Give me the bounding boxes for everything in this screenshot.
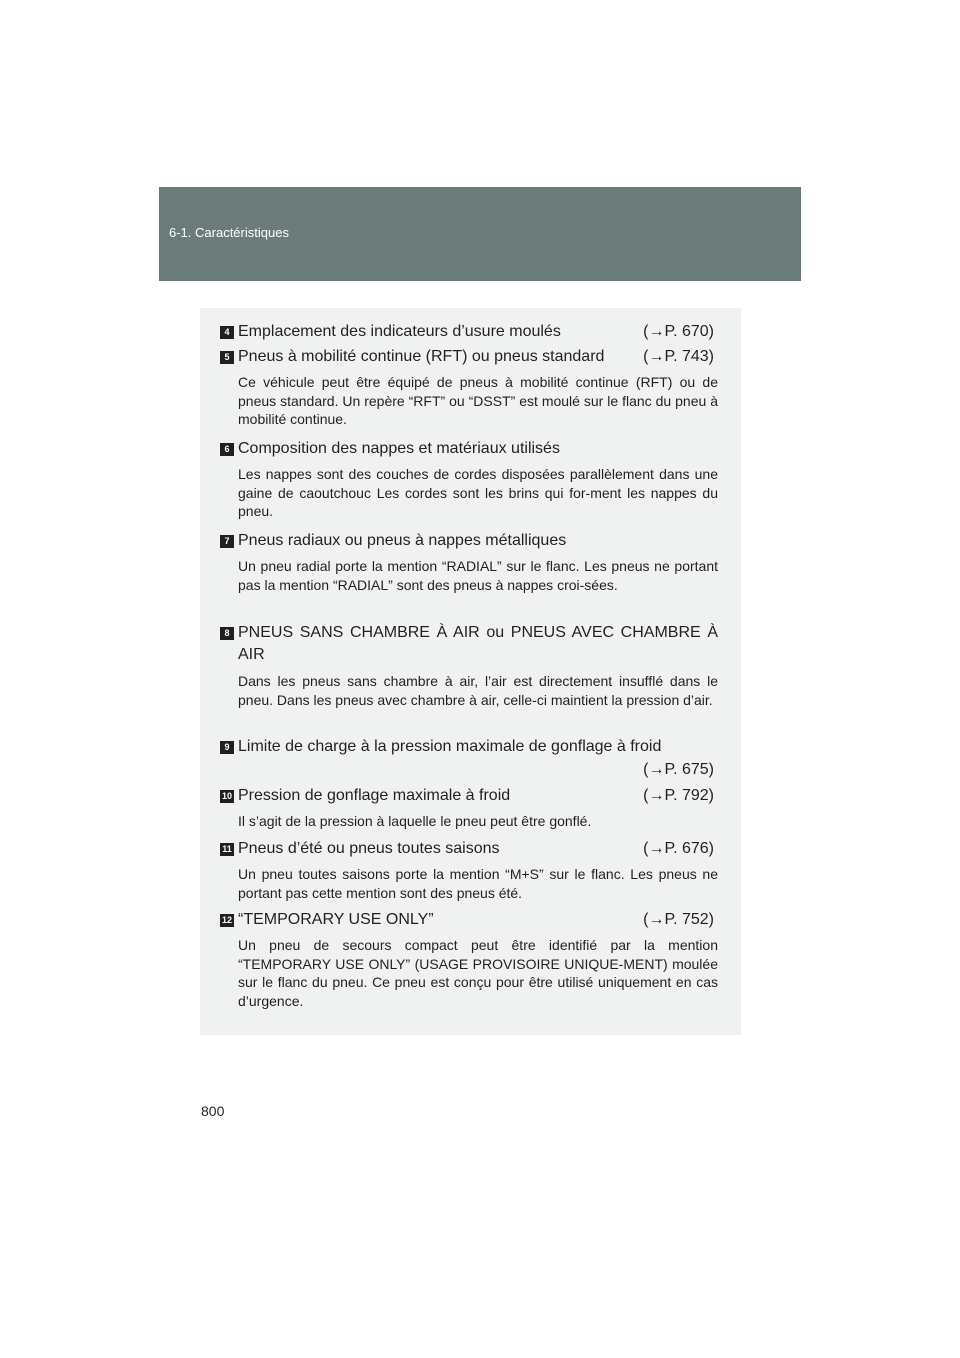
page-reference[interactable]: (→P. 743) (643, 348, 714, 365)
item-title: Pneus d’été ou pneus toutes saisons (238, 840, 500, 857)
item-description: Dans les pneus sans chambre à air, l’air est directement insufflé dans le pneu. Dans les pneus avec chambre à air, celle-ci maintient la pression d’air. (238, 673, 718, 708)
page-reference[interactable]: (→P. 752) (643, 911, 714, 928)
item-number-badge: 9 (220, 741, 234, 754)
item-description: Un pneu radial porte la mention “RADIAL” sur le flanc. Les pneus ne portant pas la mention “RADIAL” sont des pneus à nappes croi-sées. (238, 558, 718, 593)
item-description: Ce véhicule peut être équipé de pneus à mobilité continue (RFT) ou de pneus standard. Un repère “RFT” ou “DSST” est moulé sur le flanc du pneu à mobilité continue. (238, 374, 718, 427)
page-reference[interactable]: (→P. 675) (643, 761, 714, 778)
section-header (159, 187, 801, 281)
item-title: Emplacement des indicateurs d’usure moulés (238, 323, 561, 340)
item-number-badge: 4 (220, 326, 234, 339)
item-title: PNEUS SANS CHAMBRE À AIR ou PNEUS AVEC CHAMBRE À AIR (238, 624, 718, 663)
item-number-badge: 7 (220, 535, 234, 548)
item-title: Limite de charge à la pression maximale de gonflage à froid (238, 738, 662, 755)
item-number-badge: 5 (220, 351, 234, 364)
item-number-badge: 12 (221, 915, 232, 925)
item-description: Il s’agit de la pression à laquelle le pneu peut être gonflé. (238, 813, 592, 829)
item-number-badge: 6 (220, 443, 234, 456)
item-number-badge: 11 (220, 843, 234, 856)
item-number-badge: 8 (220, 627, 234, 640)
item-title: Pneus à mobilité continue (RFT) ou pneus standard (238, 348, 605, 365)
page-reference[interactable]: (→P. 676) (643, 840, 714, 857)
item-title: Pneus radiaux ou pneus à nappes métalliques (238, 532, 567, 549)
item-number-badge: 10 (221, 791, 232, 801)
item-title: “TEMPORARY USE ONLY” (238, 911, 434, 928)
page-number: 800 (201, 1103, 225, 1119)
item-description: Un pneu toutes saisons porte la mention “M+S” sur le flanc. Les pneus ne portant pas cette mention sont des pneus été. (238, 866, 718, 901)
tire-markings-box (200, 308, 741, 1035)
page-reference[interactable]: (→P. 792) (643, 787, 714, 804)
item-title: Pression de gonflage maximale à froid (238, 787, 511, 804)
item-description: Un pneu de secours compact peut être identifié par la mention “TEMPORARY USE ONLY” (USAGE PROVISOIRE UNIQUE-MENT) moulée sur le flanc du pneu. Ce pneu est conçu pour être utilisé uniquement en cas d’urgence. (238, 937, 718, 1009)
item-description: Les nappes sont des couches de cordes disposées parallèlement dans une gaine de caoutchouc Les cordes sont les brins qui for-ment les nappes du pneu. (238, 466, 718, 519)
page-reference[interactable]: (→P. 670) (643, 323, 714, 340)
section-title: 6-1. Caractéristiques (169, 225, 289, 240)
item-title: Composition des nappes et matériaux utilisés (238, 440, 560, 457)
